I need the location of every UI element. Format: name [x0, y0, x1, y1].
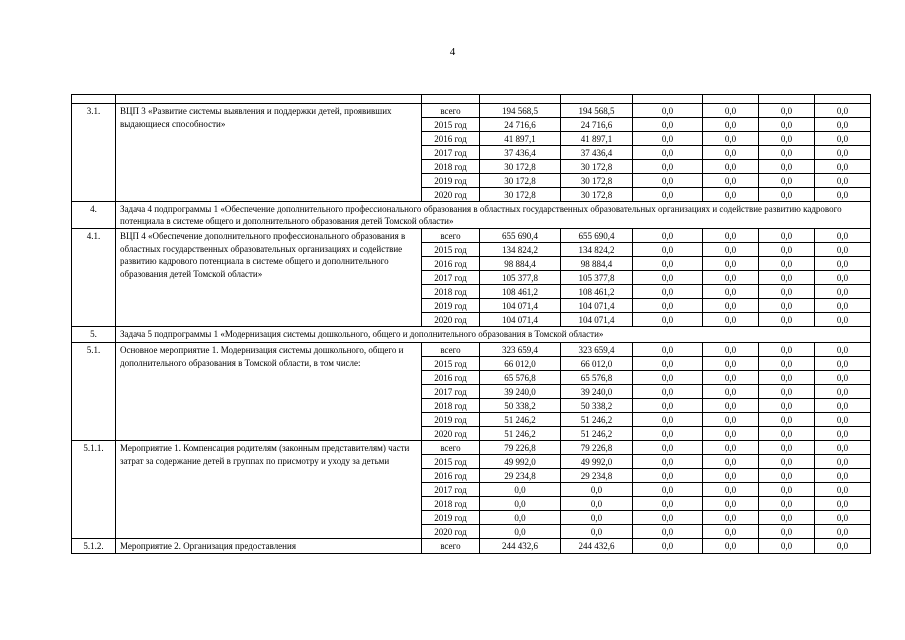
value-cell: 0,0 [815, 160, 871, 174]
value-cell: 0,0 [703, 188, 759, 202]
value-cell: 30 172,8 [480, 174, 561, 188]
value-cell: 0,0 [633, 104, 703, 118]
value-cell: 0,0 [633, 174, 703, 188]
value-cell: 108 461,2 [561, 285, 633, 299]
value-cell: 0,0 [703, 413, 759, 427]
value-cell: 0,0 [759, 118, 815, 132]
value-cell: 0,0 [703, 441, 759, 455]
value-cell: 134 824,2 [480, 243, 561, 257]
value-cell: 104 071,4 [480, 299, 561, 313]
value-cell: 0,0 [759, 257, 815, 271]
value-cell: 0,0 [759, 160, 815, 174]
value-cell: 0,0 [759, 413, 815, 427]
period-cell: 2016 год [422, 371, 480, 385]
value-cell: 0,0 [815, 299, 871, 313]
value-cell: 0,0 [703, 497, 759, 511]
value-cell: 65 576,8 [561, 371, 633, 385]
value-cell: 0,0 [703, 174, 759, 188]
value-cell: 0,0 [815, 525, 871, 539]
value-cell: 0,0 [703, 243, 759, 257]
table-row [72, 104, 871, 118]
value-cell: 0,0 [815, 469, 871, 483]
item-description: Мероприятие 2. Организация предоставления [116, 539, 422, 554]
value-cell: 0,0 [633, 160, 703, 174]
value-cell: 0,0 [703, 299, 759, 313]
value-cell: 0,0 [815, 285, 871, 299]
value-cell: 104 071,4 [480, 313, 561, 327]
value-cell: 0,0 [815, 229, 871, 243]
item-code: 5.1.2. [72, 539, 116, 554]
value-cell: 0,0 [633, 132, 703, 146]
value-cell: 655 690,4 [480, 229, 561, 243]
value-cell: 104 071,4 [561, 313, 633, 327]
value-cell: 0,0 [703, 343, 759, 357]
value-cell: 49 992,0 [561, 455, 633, 469]
value-cell: 0,0 [759, 299, 815, 313]
value-cell: 39 240,0 [561, 385, 633, 399]
task-row [72, 202, 871, 229]
value-cell: 0,0 [759, 371, 815, 385]
value-cell: 0,0 [633, 243, 703, 257]
value-cell: 323 659,4 [561, 343, 633, 357]
value-cell: 0,0 [815, 146, 871, 160]
value-cell: 0,0 [703, 427, 759, 441]
value-cell: 0,0 [633, 441, 703, 455]
value-cell: 194 568,5 [561, 104, 633, 118]
table-body [72, 95, 871, 554]
value-cell: 0,0 [815, 427, 871, 441]
period-cell: 2015 год [422, 118, 480, 132]
value-cell: 0,0 [561, 497, 633, 511]
value-cell: 49 992,0 [480, 455, 561, 469]
value-cell: 0,0 [633, 483, 703, 497]
value-cell: 0,0 [633, 455, 703, 469]
value-cell: 0,0 [703, 313, 759, 327]
value-cell: 0,0 [759, 188, 815, 202]
value-cell: 104 071,4 [561, 299, 633, 313]
value-cell: 0,0 [633, 469, 703, 483]
value-cell: 0,0 [480, 511, 561, 525]
value-cell: 0,0 [633, 539, 703, 554]
value-cell: 0,0 [815, 104, 871, 118]
value-cell: 244 432,6 [561, 539, 633, 554]
item-description: ВЦП 3 «Развитие системы выявления и поддержки детей, проявивших выдающиеся способности» [116, 104, 422, 202]
value-cell: 323 659,4 [480, 343, 561, 357]
value-cell: 0,0 [703, 257, 759, 271]
value-cell: 0,0 [633, 118, 703, 132]
period-cell: всего [422, 229, 480, 243]
value-cell: 0,0 [480, 497, 561, 511]
value-cell: 39 240,0 [480, 385, 561, 399]
value-cell: 0,0 [759, 132, 815, 146]
value-cell: 66 012,0 [480, 357, 561, 371]
value-cell: 0,0 [633, 413, 703, 427]
value-cell: 51 246,2 [480, 427, 561, 441]
value-cell: 0,0 [815, 257, 871, 271]
value-cell: 0,0 [480, 483, 561, 497]
value-cell: 0,0 [759, 285, 815, 299]
value-cell: 0,0 [633, 511, 703, 525]
period-cell: 2020 год [422, 427, 480, 441]
value-cell: 30 172,8 [561, 188, 633, 202]
value-cell: 0,0 [815, 188, 871, 202]
item-code: 5.1.1. [72, 441, 116, 539]
value-cell: 0,0 [561, 525, 633, 539]
value-cell: 24 716,6 [561, 118, 633, 132]
value-cell: 0,0 [815, 539, 871, 554]
value-cell: 0,0 [703, 132, 759, 146]
value-cell: 0,0 [759, 483, 815, 497]
value-cell: 0,0 [759, 539, 815, 554]
value-cell: 105 377,8 [480, 271, 561, 285]
value-cell: 0,0 [759, 441, 815, 455]
value-cell: 0,0 [815, 483, 871, 497]
value-cell: 0,0 [633, 188, 703, 202]
item-description: ВЦП 4 «Обеспечение дополнительного профессионального образования в областных государственных образовательных организациях и содействие развитию кадрового потенциала в системе общего и дополнительного образования детей Томской области» [116, 229, 422, 327]
value-cell: 41 897,1 [561, 132, 633, 146]
value-cell: 244 432,6 [480, 539, 561, 554]
value-cell: 0,0 [815, 271, 871, 285]
value-cell: 0,0 [759, 497, 815, 511]
period-cell: 2020 год [422, 188, 480, 202]
value-cell: 0,0 [815, 343, 871, 357]
period-cell: 2020 год [422, 313, 480, 327]
period-cell: 2016 год [422, 132, 480, 146]
value-cell: 24 716,6 [480, 118, 561, 132]
period-cell: 2016 год [422, 257, 480, 271]
value-cell: 0,0 [703, 525, 759, 539]
value-cell: 50 338,2 [480, 399, 561, 413]
value-cell: 0,0 [633, 399, 703, 413]
value-cell: 108 461,2 [480, 285, 561, 299]
value-cell: 0,0 [759, 243, 815, 257]
value-cell: 0,0 [815, 357, 871, 371]
value-cell: 0,0 [759, 104, 815, 118]
value-cell: 65 576,8 [480, 371, 561, 385]
value-cell: 655 690,4 [561, 229, 633, 243]
value-cell: 134 824,2 [561, 243, 633, 257]
value-cell: 0,0 [815, 455, 871, 469]
value-cell: 37 436,4 [561, 146, 633, 160]
value-cell: 0,0 [703, 357, 759, 371]
value-cell: 0,0 [815, 511, 871, 525]
value-cell: 0,0 [633, 497, 703, 511]
period-cell: 2017 год [422, 385, 480, 399]
period-cell: 2015 год [422, 243, 480, 257]
value-cell: 0,0 [815, 174, 871, 188]
value-cell: 0,0 [759, 357, 815, 371]
value-cell: 0,0 [703, 385, 759, 399]
value-cell: 0,0 [815, 371, 871, 385]
value-cell: 0,0 [815, 313, 871, 327]
period-cell: 2017 год [422, 146, 480, 160]
value-cell: 0,0 [703, 483, 759, 497]
task-text: Задача 5 подпрограммы 1 «Модернизация системы дошкольного, общего и дополнительного образования в Томской области» [116, 327, 871, 343]
item-code: 4.1. [72, 229, 116, 327]
value-cell: 0,0 [633, 313, 703, 327]
page-number: 4 [449, 46, 456, 58]
value-cell: 105 377,8 [561, 271, 633, 285]
value-cell: 79 226,8 [561, 441, 633, 455]
value-cell: 0,0 [633, 146, 703, 160]
value-cell: 0,0 [703, 229, 759, 243]
value-cell: 0,0 [759, 146, 815, 160]
period-cell: всего [422, 539, 480, 554]
value-cell: 0,0 [759, 343, 815, 357]
value-cell: 37 436,4 [480, 146, 561, 160]
period-cell: 2019 год [422, 174, 480, 188]
value-cell: 98 884,4 [480, 257, 561, 271]
period-cell: 2018 год [422, 285, 480, 299]
period-cell: 2019 год [422, 511, 480, 525]
period-cell: всего [422, 441, 480, 455]
table-row [72, 441, 871, 455]
value-cell: 30 172,8 [480, 160, 561, 174]
item-code: 5.1. [72, 343, 116, 441]
value-cell: 194 568,5 [480, 104, 561, 118]
value-cell: 0,0 [759, 455, 815, 469]
value-cell: 0,0 [561, 511, 633, 525]
value-cell: 29 234,8 [480, 469, 561, 483]
value-cell: 0,0 [633, 299, 703, 313]
value-cell: 0,0 [759, 271, 815, 285]
value-cell: 0,0 [815, 413, 871, 427]
period-cell: 2018 год [422, 497, 480, 511]
value-cell: 98 884,4 [561, 257, 633, 271]
value-cell: 0,0 [703, 285, 759, 299]
value-cell: 0,0 [759, 385, 815, 399]
value-cell: 0,0 [703, 371, 759, 385]
value-cell: 0,0 [633, 285, 703, 299]
value-cell: 0,0 [633, 343, 703, 357]
item-code: 3.1. [72, 104, 116, 202]
value-cell: 0,0 [815, 399, 871, 413]
table-row [72, 343, 871, 357]
task-code: 4. [72, 202, 116, 229]
item-description: Основное мероприятие 1. Модернизация системы дошкольного, общего и дополнительного образования в Томской области, в том числе: [116, 343, 422, 441]
value-cell: 0,0 [703, 271, 759, 285]
value-cell: 0,0 [815, 385, 871, 399]
value-cell: 0,0 [703, 160, 759, 174]
value-cell: 0,0 [759, 399, 815, 413]
value-cell: 0,0 [480, 525, 561, 539]
value-cell: 0,0 [633, 385, 703, 399]
value-cell: 51 246,2 [561, 413, 633, 427]
value-cell: 0,0 [703, 511, 759, 525]
value-cell: 50 338,2 [561, 399, 633, 413]
value-cell: 0,0 [633, 427, 703, 441]
period-cell: 2019 год [422, 413, 480, 427]
value-cell: 66 012,0 [561, 357, 633, 371]
period-cell: 2017 год [422, 483, 480, 497]
value-cell: 0,0 [759, 313, 815, 327]
value-cell: 0,0 [633, 357, 703, 371]
table-row [72, 229, 871, 243]
value-cell: 0,0 [561, 483, 633, 497]
value-cell: 0,0 [633, 525, 703, 539]
value-cell: 41 897,1 [480, 132, 561, 146]
value-cell: 0,0 [633, 271, 703, 285]
period-cell: 2017 год [422, 271, 480, 285]
value-cell: 0,0 [703, 539, 759, 554]
value-cell: 0,0 [759, 174, 815, 188]
value-cell: 30 172,8 [561, 160, 633, 174]
period-cell: 2015 год [422, 357, 480, 371]
value-cell: 30 172,8 [561, 174, 633, 188]
value-cell: 0,0 [759, 469, 815, 483]
period-cell: 2019 год [422, 299, 480, 313]
value-cell: 0,0 [633, 371, 703, 385]
value-cell: 0,0 [759, 511, 815, 525]
period-cell: всего [422, 343, 480, 357]
value-cell: 0,0 [703, 399, 759, 413]
value-cell: 0,0 [815, 118, 871, 132]
header-spacer-row [72, 95, 871, 104]
period-cell: 2020 год [422, 525, 480, 539]
value-cell: 0,0 [815, 243, 871, 257]
value-cell: 0,0 [759, 427, 815, 441]
value-cell: 0,0 [703, 469, 759, 483]
value-cell: 51 246,2 [480, 413, 561, 427]
period-cell: 2018 год [422, 399, 480, 413]
value-cell: 30 172,8 [480, 188, 561, 202]
value-cell: 0,0 [815, 441, 871, 455]
task-code: 5. [72, 327, 116, 343]
period-cell: 2016 год [422, 469, 480, 483]
budget-table [71, 94, 871, 554]
task-text: Задача 4 подпрограммы 1 «Обеспечение дополнительного профессионального образования в областных государственных образовательных организациях и содействие развитию кадрового потенциала в системе общего и дополнительного образования детей Томской области» [116, 202, 871, 229]
value-cell: 0,0 [703, 455, 759, 469]
value-cell: 0,0 [703, 104, 759, 118]
value-cell: 0,0 [703, 118, 759, 132]
table-row [72, 539, 871, 554]
value-cell: 0,0 [633, 257, 703, 271]
value-cell: 29 234,8 [561, 469, 633, 483]
value-cell: 0,0 [815, 497, 871, 511]
value-cell: 0,0 [759, 525, 815, 539]
item-description: Мероприятие 1. Компенсация родителям (законным представителям) части затрат за содержание детей в группах по присмотру и уходу за детьми [116, 441, 422, 539]
value-cell: 51 246,2 [561, 427, 633, 441]
value-cell: 0,0 [703, 146, 759, 160]
task-row [72, 327, 871, 343]
value-cell: 0,0 [633, 229, 703, 243]
value-cell: 0,0 [759, 229, 815, 243]
period-cell: всего [422, 104, 480, 118]
period-cell: 2018 год [422, 160, 480, 174]
period-cell: 2015 год [422, 455, 480, 469]
value-cell: 79 226,8 [480, 441, 561, 455]
value-cell: 0,0 [815, 132, 871, 146]
